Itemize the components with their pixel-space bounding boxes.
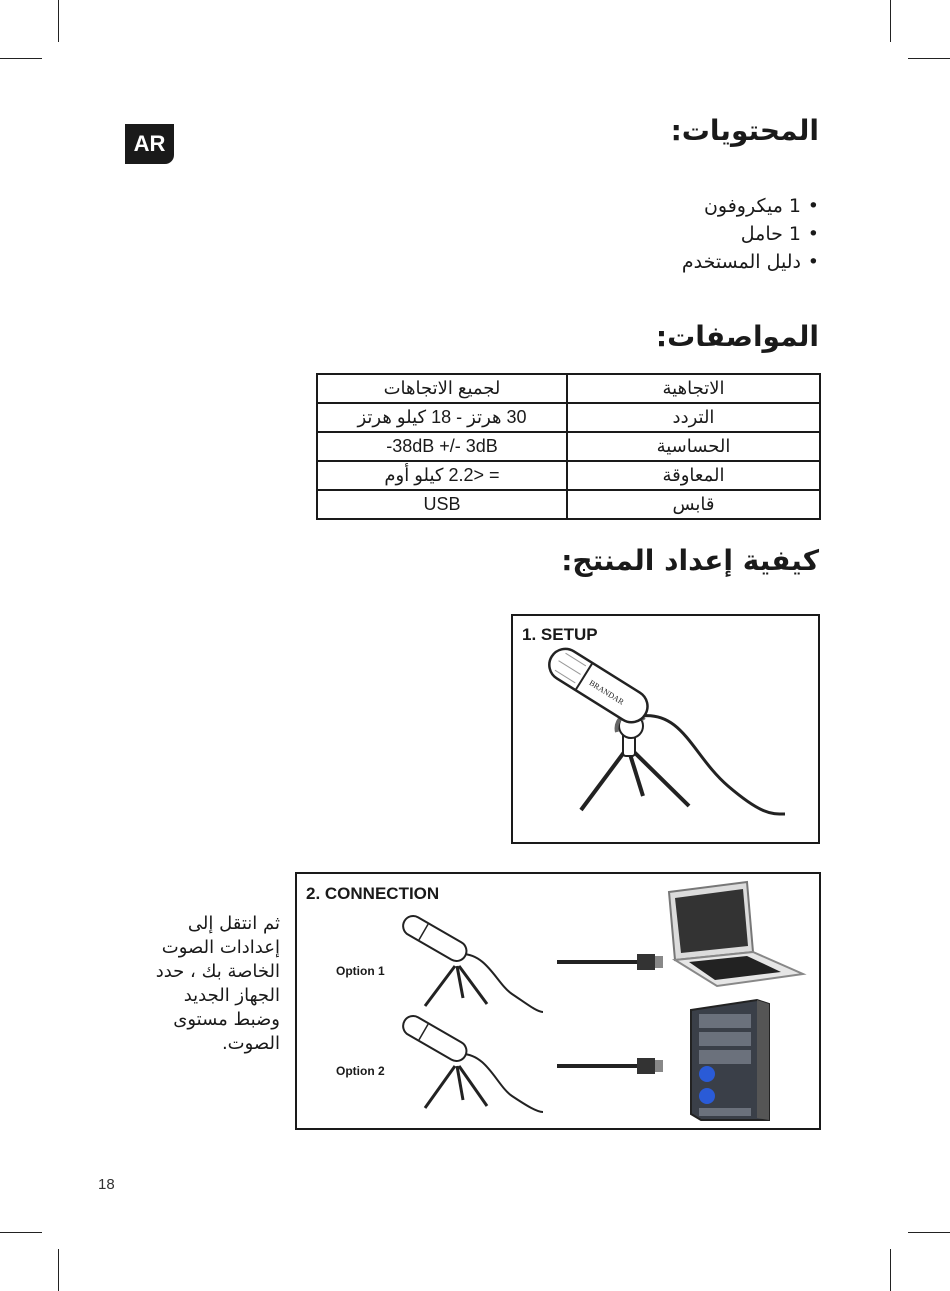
spec-value: لجميع الاتجاهات — [317, 374, 567, 403]
crop-mark — [0, 1232, 42, 1233]
table-row — [317, 432, 820, 461]
setup-panel — [511, 614, 820, 844]
setup-instruction — [120, 912, 280, 1056]
specs-table — [316, 373, 821, 520]
desktop-tower-icon — [691, 1000, 769, 1120]
instruction-line: إعدادات الصوت — [161, 937, 280, 958]
spec-value: -38dB +/- 3dB — [317, 432, 567, 461]
option-1-label: Option 1 — [336, 964, 385, 978]
crop-mark — [890, 1249, 891, 1291]
instruction-line: وضبط مستوى — [173, 1009, 280, 1030]
laptop-icon — [669, 882, 803, 986]
instruction-line: الصوت. — [221, 1033, 280, 1054]
instruction-line: الجهاز الجديد — [183, 985, 280, 1006]
list-item: • 1 حامل — [682, 220, 819, 248]
crop-mark — [890, 0, 891, 42]
contents-list — [682, 192, 819, 276]
instruction-line: الخاصة بك ، حدد — [155, 961, 280, 982]
table-row — [317, 461, 820, 490]
connection-illustration — [297, 874, 823, 1132]
page-number: 18 — [98, 1176, 115, 1193]
crop-mark — [908, 1232, 950, 1233]
table-row — [317, 403, 820, 432]
spec-label: الحساسية — [567, 432, 820, 461]
mic-brand-label: BRANDAR — [587, 678, 626, 707]
microphone-stand-illustration — [513, 616, 822, 846]
crop-mark — [58, 0, 59, 42]
crop-mark — [908, 58, 950, 59]
list-item: • 1 ميكروفون — [682, 192, 819, 220]
spec-value: 30 هرتز - 18 كيلو هرتز — [317, 403, 567, 432]
connection-panel-title: 2. CONNECTION — [306, 884, 440, 903]
spec-label: التردد — [567, 403, 820, 432]
spec-label: المعاوقة — [567, 461, 820, 490]
spec-label: الاتجاهية — [567, 374, 820, 403]
microphone-icon — [399, 912, 543, 1012]
connection-panel — [295, 872, 821, 1130]
setup-title: كيفية إعداد المنتج: — [561, 544, 819, 577]
spec-label: قابس — [567, 490, 820, 519]
option-2-label: Option 2 — [336, 1064, 385, 1078]
spec-value: = <2.2 كيلو أوم — [317, 461, 567, 490]
specs-title: المواصفات: — [655, 320, 819, 353]
language-badge: AR — [125, 124, 174, 164]
crop-mark — [0, 58, 42, 59]
table-row — [317, 374, 820, 403]
contents-title: المحتويات: — [670, 114, 819, 147]
list-item: • دليل المستخدم — [682, 248, 819, 276]
usb-cable-icon — [557, 1058, 663, 1074]
microphone-icon — [399, 1012, 543, 1112]
instruction-line: ثم انتقل إلى — [187, 913, 280, 934]
spec-value: USB — [317, 490, 567, 519]
crop-mark — [58, 1249, 59, 1291]
table-row — [317, 490, 820, 519]
usb-cable-icon — [557, 954, 663, 970]
setup-panel-title: 1. SETUP — [522, 625, 598, 644]
